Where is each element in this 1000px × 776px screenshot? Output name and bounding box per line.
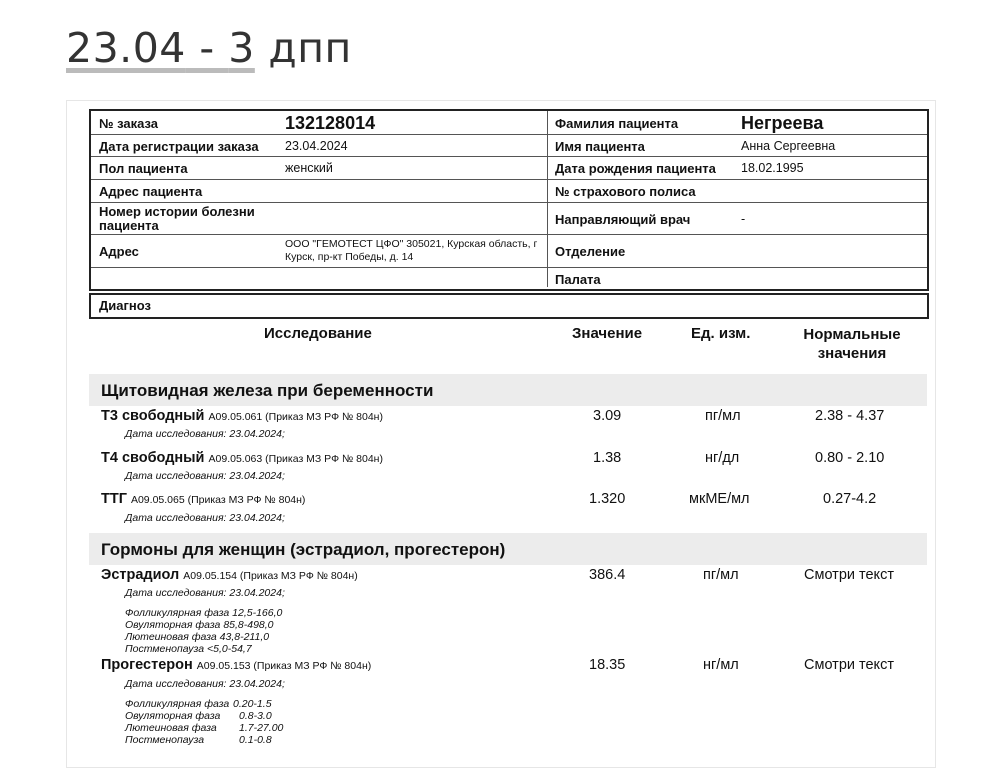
page-heading: 23.04 - 3 дпп <box>66 24 352 72</box>
history-number-label: Номер истории болезни пациента <box>99 204 255 233</box>
test-date: Дата исследования: 23.04.2024; <box>125 470 285 482</box>
column-study: Исследование <box>264 325 372 342</box>
test-date: Дата исследования: 23.04.2024; <box>125 428 285 440</box>
test-norm: Смотри текст <box>804 657 894 673</box>
reference-phase: Постменопауза <box>125 734 205 746</box>
column-unit: Ед. изм. <box>691 325 751 342</box>
reference-range: 1.7-27.00 <box>239 722 284 734</box>
first-name-label: Имя пациента <box>555 139 645 154</box>
test-unit: мкМЕ/мл <box>689 491 750 507</box>
reference-note: Фолликулярная фаза 12,5-166,0 <box>125 607 283 619</box>
test-name: Т4 свободный A09.05.063 (Приказ МЗ РФ № 804н) <box>101 450 383 466</box>
address-label: Адрес <box>99 244 139 259</box>
surname-label: Фамилия пациента <box>555 116 679 131</box>
reg-date-value: 23.04.2024 <box>285 139 348 153</box>
column-norm: Нормальные значения <box>803 326 901 362</box>
ward-label: Палата <box>555 272 601 287</box>
test-name: ТТГ A09.05.065 (Приказ МЗ РФ № 804н) <box>101 491 306 507</box>
reference-phase: Фолликулярная фаза <box>125 698 230 710</box>
test-name: Т3 свободный A09.05.061 (Приказ МЗ РФ № 804н) <box>101 408 383 424</box>
test-name: Эстрадиол A09.05.154 (Приказ МЗ РФ № 804н) <box>101 567 358 583</box>
column-value: Значение <box>572 325 643 342</box>
reference-phase: Лютеиновая фаза <box>125 722 217 734</box>
reference-note: Постменопауза <5,0-54,7 <box>125 643 252 655</box>
referring-doctor-label: Направляющий врач <box>555 212 691 227</box>
patient-address-label: Адрес пациента <box>99 184 203 199</box>
reference-range: 0.20-1.5 <box>233 698 272 710</box>
test-value: 3.09 <box>593 408 622 424</box>
order-number-value: 132128014 <box>285 113 376 133</box>
sex-value: женский <box>285 161 333 175</box>
reference-note: Лютеиновая фаза 43,8-211,0 <box>125 631 270 643</box>
test-unit: пг/мл <box>703 567 739 583</box>
reference-range: 0.8-3.0 <box>239 710 272 722</box>
test-unit: нг/мл <box>703 657 739 673</box>
first-name-value: Анна Сергеевна <box>741 139 836 153</box>
address-value: ООО "ГЕМОТЕСТ ЦФО" 305021, Курская область, г Курск, пр-кт Победы, д. 14 <box>285 238 538 263</box>
section-title: Гормоны для женщин (эстрадиол, прогестерон) <box>101 540 506 559</box>
diagnosis-label: Диагноз <box>99 298 151 313</box>
test-value: 1.38 <box>593 450 622 466</box>
test-name: Прогестерон A09.05.153 (Приказ МЗ РФ № 804н) <box>101 657 372 673</box>
test-date: Дата исследования: 23.04.2024; <box>125 678 285 690</box>
test-unit: пг/мл <box>705 408 741 424</box>
test-norm: Смотри текст <box>804 567 894 583</box>
section-title: Щитовидная железа при беременности <box>101 381 434 400</box>
policy-label: № страхового полиса <box>555 184 696 199</box>
test-value: 386.4 <box>589 567 626 583</box>
reg-date-label: Дата регистрации заказа <box>99 139 259 154</box>
test-norm: 2.38 - 4.37 <box>815 408 885 424</box>
lab-report-document <box>66 100 936 768</box>
test-norm: 0.80 - 2.10 <box>815 450 885 466</box>
test-value: 18.35 <box>589 657 626 673</box>
referring-doctor-value: - <box>741 212 746 226</box>
test-value: 1.320 <box>589 491 626 507</box>
test-unit: нг/дл <box>705 450 740 466</box>
heading-link[interactable]: 23.04 - 3 <box>66 24 255 72</box>
department-label: Отделение <box>555 244 626 259</box>
order-number-label: № заказа <box>99 116 159 131</box>
test-norm: 0.27-4.2 <box>823 491 877 507</box>
reference-note: Овуляторная фаза 85,8-498,0 <box>125 619 274 631</box>
reference-range: 0.1-0.8 <box>239 734 272 746</box>
dob-label: Дата рождения пациента <box>555 161 716 176</box>
diagnosis-box <box>89 293 929 319</box>
sex-label: Пол пациента <box>99 161 188 176</box>
dob-value: 18.02.1995 <box>741 161 804 175</box>
test-date: Дата исследования: 23.04.2024; <box>125 512 285 524</box>
reference-phase: Овуляторная фаза <box>125 710 221 722</box>
surname-value: Негреева <box>741 113 824 133</box>
test-date: Дата исследования: 23.04.2024; <box>125 587 285 599</box>
